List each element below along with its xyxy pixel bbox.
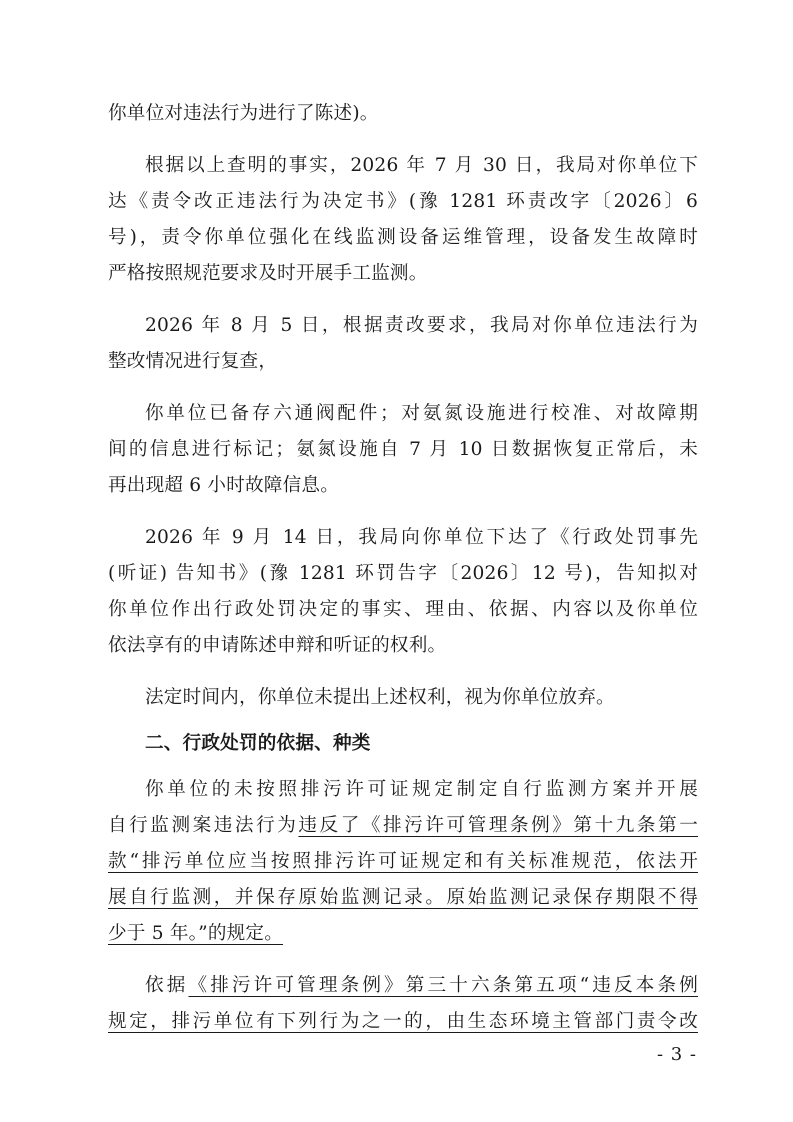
- underlined-text: 《排污许可管理条例》第三十六条第五项“违反本条例: [188, 975, 698, 996]
- paragraph-line: 严格按照规范要求及时开展手工监测。: [108, 263, 428, 284]
- paragraph-line: 依法享有的申请陈述申辩和听证的权利。: [108, 635, 447, 656]
- paragraph-line: 再出现超 6 小时故障信息。: [108, 475, 339, 496]
- section-heading: 二、行政处罚的依据、种类: [145, 733, 371, 754]
- plain-text: 自行监测案违法行为: [108, 815, 299, 836]
- paragraph-line: 间的信息进行标记；氨氮设施自 7 月 10 日数据恢复正常后，未: [108, 439, 698, 460]
- paragraph-line: 号)，责令你单位强化在线监测设备运维管理，设备发生故障时: [108, 227, 698, 248]
- paragraph-line: 你单位作出行政处罚决定的事实、理由、依据、内容以及你单位: [108, 599, 698, 620]
- paragraph-line: 你单位已备存六通阀配件；对氨氮设施进行校准、对故障期: [145, 403, 698, 424]
- paragraph-line: [108, 916, 698, 952]
- paragraph-line: 达《责令改正违法行为决定书》(豫 1281 环责改字〔2026〕6: [108, 191, 698, 212]
- page-number: - 3 -: [656, 1044, 697, 1065]
- paragraph-line: 整改情况进行复查，: [108, 351, 278, 372]
- paragraph-line: [108, 808, 698, 844]
- paragraph-line: (听证) 告知书》(豫 1281 环罚告字〔2026〕12 号)，告知拟对: [108, 563, 698, 584]
- underlined-line: 款“排污单位应当按照排污许可证规定和有关标准规范，依法开: [108, 851, 698, 872]
- paragraph-line: 2026 年 9 月 14 日，我局向你单位下达了《行政处罚事先: [145, 527, 698, 548]
- underlined-text: 违反了《排污许可管理条例》第十九条第一: [298, 815, 698, 836]
- paragraph-line: 法定时间内，你单位未提出上述权利，视为你单位放弃。: [145, 687, 615, 708]
- underlined-text: 少于 5 年。”的规定。: [108, 923, 284, 944]
- paragraph-line: 根据以上查明的事实，2026 年 7 月 30 日，我局对你单位下: [145, 155, 698, 176]
- paragraph-line: 你单位对违法行为进行了陈述)。: [108, 103, 379, 124]
- paragraph-line: [108, 968, 698, 1004]
- paragraph-line: 2026 年 8 月 5 日，根据责改要求，我局对你单位违法行为: [145, 315, 698, 336]
- underlined-line: 规定，排污单位有下列行为之一的，由生态环境主管部门责令改: [108, 1011, 698, 1032]
- plain-text: 依据: [145, 975, 189, 996]
- underlined-line: 展自行监测，并保存原始监测记录。原始监测记录保存期限不得: [108, 887, 698, 908]
- paragraph-line: 你单位的未按照排污许可证规定制定自行监测方案并开展: [145, 779, 698, 800]
